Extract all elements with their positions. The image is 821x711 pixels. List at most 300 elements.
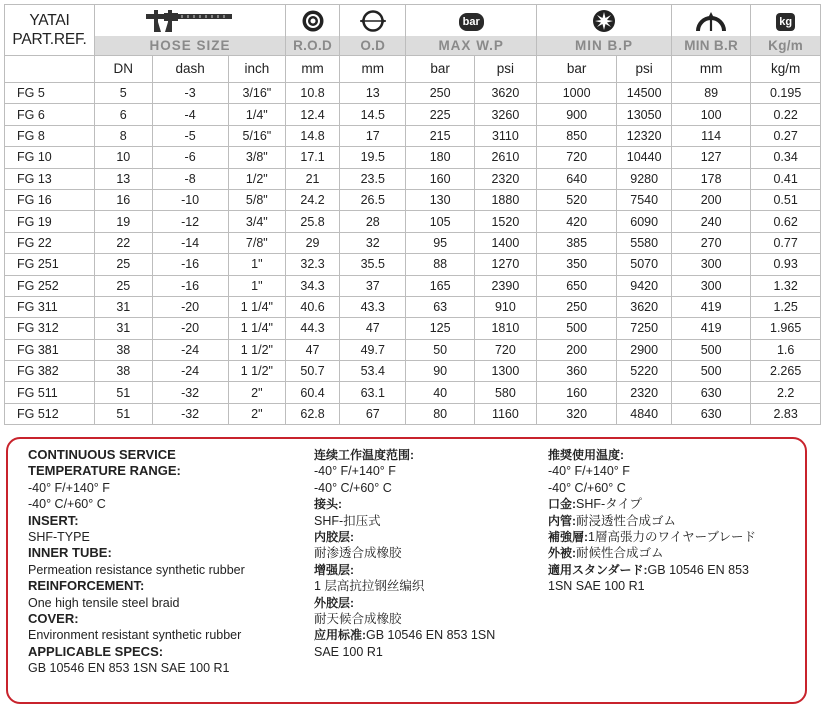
table-cell: -3 [152, 83, 228, 104]
table-cell: 300 [672, 275, 751, 296]
table-cell: 43.3 [340, 296, 406, 317]
part-ref-header [5, 5, 95, 56]
part-ref-cell: FG 19 [5, 211, 95, 232]
table-cell: 5580 [617, 232, 672, 253]
table-cell: 13050 [617, 104, 672, 125]
spec-line [28, 496, 308, 512]
spec-label: REINFORCEMENT: [28, 578, 145, 594]
spec-line [314, 611, 539, 627]
table-cell: 1/4" [228, 104, 285, 125]
spec-label: INSERT: [28, 512, 79, 528]
table-cell: 32 [340, 232, 406, 253]
part-ref-cell: FG 512 [5, 403, 95, 424]
table-cell: 4840 [617, 403, 672, 424]
unit-cell: DN [94, 56, 152, 83]
table-cell: 1.32 [751, 275, 821, 296]
table-cell: 34.3 [286, 275, 340, 296]
table-cell: 640 [536, 168, 616, 189]
table-cell: 25 [94, 254, 152, 275]
table-cell: 500 [672, 361, 751, 382]
table-cell: 23.5 [340, 168, 406, 189]
table-cell: 12320 [617, 125, 672, 146]
spec-label: 外胶层: [314, 595, 354, 610]
table-row [5, 147, 821, 168]
table-cell: 2.83 [751, 403, 821, 424]
table-cell: 89 [672, 83, 751, 104]
part-ref-line2: PART.REF. [12, 31, 87, 48]
table-cell: 60.4 [286, 382, 340, 403]
table-row [5, 382, 821, 403]
table-cell: 180 [406, 147, 474, 168]
spec-line [314, 595, 539, 611]
table-cell: 1" [228, 275, 285, 296]
min-br-header: MIN B.R [672, 36, 751, 56]
max-wp-icon-cell [406, 5, 537, 37]
table-cell: 160 [406, 168, 474, 189]
spec-line [28, 513, 308, 529]
spec-line [548, 578, 803, 594]
burst-icon [592, 9, 616, 33]
part-ref-cell: FG 13 [5, 168, 95, 189]
table-cell: 6 [94, 104, 152, 125]
table-row [5, 254, 821, 275]
table-cell: -20 [152, 318, 228, 339]
table-cell: 900 [536, 104, 616, 125]
spec-line [28, 480, 308, 496]
specs-english [28, 447, 308, 677]
spec-value: -40° F/+140° F [548, 464, 630, 479]
min-br-icon-cell [672, 5, 751, 37]
table-cell: 419 [672, 318, 751, 339]
part-ref-cell: FG 8 [5, 125, 95, 146]
specs-japanese [548, 447, 803, 595]
spec-label: 内胶层: [314, 530, 354, 545]
rod-header: R.O.D [286, 36, 340, 56]
spec-label: 口金: [548, 497, 576, 512]
part-ref-cell: FG 312 [5, 318, 95, 339]
table-cell: 0.22 [751, 104, 821, 125]
part-ref-cell: FG 252 [5, 275, 95, 296]
table-cell: 88 [406, 254, 474, 275]
table-cell: 80 [406, 403, 474, 424]
table-cell: 0.27 [751, 125, 821, 146]
table-cell: 3620 [474, 83, 536, 104]
table-cell: 29 [286, 232, 340, 253]
spec-value: -40° C/+60° C [314, 480, 392, 495]
table-cell: 2.265 [751, 361, 821, 382]
part-ref-cell: FG 22 [5, 232, 95, 253]
spec-line [28, 529, 308, 545]
spec-line [314, 496, 539, 512]
table-cell: 0.195 [751, 83, 821, 104]
bar-icon: bar [459, 13, 484, 31]
spec-value: SAE 100 R1 [314, 644, 383, 659]
table-cell: 350 [536, 254, 616, 275]
table-cell: 0.41 [751, 168, 821, 189]
spec-value: One high tensile steel braid [28, 595, 180, 610]
table-cell: 250 [406, 83, 474, 104]
spec-line [548, 562, 803, 578]
table-cell: 127 [672, 147, 751, 168]
spec-label: 推奨使用温度: [548, 448, 624, 462]
spec-value: 1層高張力のワイヤーブレード [588, 530, 756, 545]
spec-line [314, 529, 539, 545]
table-cell: 5/16" [228, 125, 285, 146]
table-cell: 910 [474, 296, 536, 317]
table-cell: 44.3 [286, 318, 340, 339]
caliper-icon [144, 8, 236, 34]
table-cell: 720 [474, 339, 536, 360]
table-body [5, 83, 821, 425]
table-cell: -5 [152, 125, 228, 146]
spec-value: SHF-タイプ [576, 497, 643, 512]
spec-value: Permeation resistance synthetic rubber [28, 562, 245, 577]
spec-line [548, 529, 803, 545]
spec-line [28, 463, 308, 479]
table-cell: 6090 [617, 211, 672, 232]
table-cell: 500 [672, 339, 751, 360]
table-cell: 1.6 [751, 339, 821, 360]
spec-line [28, 595, 308, 611]
table-cell: 24.2 [286, 189, 340, 210]
table-cell: 14.5 [340, 104, 406, 125]
spec-value: -40° C/+60° C [28, 497, 106, 512]
table-row [5, 189, 821, 210]
spec-line [28, 545, 308, 561]
table-cell: 3260 [474, 104, 536, 125]
spec-label: CONTINUOUS SERVICE [28, 447, 176, 462]
table-cell: 215 [406, 125, 474, 146]
table-row [5, 232, 821, 253]
table-cell: 1 1/2" [228, 339, 285, 360]
table-cell: 630 [672, 403, 751, 424]
table-cell: 35.5 [340, 254, 406, 275]
unit-cell: kg/m [751, 56, 821, 83]
table-cell: 51 [94, 382, 152, 403]
rod-icon-cell [286, 5, 340, 37]
table-cell: 10 [94, 147, 152, 168]
table-cell: 25.8 [286, 211, 340, 232]
table-cell: -14 [152, 232, 228, 253]
table-cell: 5220 [617, 361, 672, 382]
od-icon-cell [340, 5, 406, 37]
table-cell: 1 1/4" [228, 318, 285, 339]
table-cell: 13 [340, 83, 406, 104]
spec-value: GB 10546 EN 853 1SN SAE 100 R1 [28, 661, 230, 676]
table-cell: 10.8 [286, 83, 340, 104]
table-cell: 53.4 [340, 361, 406, 382]
table-cell: 720 [536, 147, 616, 168]
table-cell: 1400 [474, 232, 536, 253]
table-cell: 10440 [617, 147, 672, 168]
unit-cell: bar [536, 56, 616, 83]
unit-cell: mm [672, 56, 751, 83]
table-cell: 385 [536, 232, 616, 253]
table-cell: 62.8 [286, 403, 340, 424]
outer-diameter-icon [359, 9, 387, 33]
table-row [5, 168, 821, 189]
table-cell: 1810 [474, 318, 536, 339]
table-cell: 100 [672, 104, 751, 125]
spec-value: -40° F/+140° F [28, 480, 110, 495]
table-cell: 200 [672, 189, 751, 210]
spec-value: 耐渗透合成橡胶 [314, 546, 402, 561]
table-cell: 21 [286, 168, 340, 189]
spec-line [28, 447, 308, 463]
table-cell: 2.2 [751, 382, 821, 403]
spec-line [314, 545, 539, 561]
table-cell: 1520 [474, 211, 536, 232]
min-bp-icon-cell [536, 5, 671, 37]
table-row [5, 318, 821, 339]
unit-cell: psi [617, 56, 672, 83]
part-ref-cell: FG 16 [5, 189, 95, 210]
table-cell: -6 [152, 147, 228, 168]
unit-cell: psi [474, 56, 536, 83]
table-cell: 270 [672, 232, 751, 253]
table-cell: 5 [94, 83, 152, 104]
table-cell: 90 [406, 361, 474, 382]
kgm-header: Kg/m [751, 36, 821, 56]
bend-gauge-icon [696, 9, 726, 33]
table-cell: 38 [94, 339, 152, 360]
table-cell: 1000 [536, 83, 616, 104]
spec-value: 耐候性合成ゴム [576, 546, 664, 561]
units-blank-cell [5, 56, 95, 83]
spec-line [548, 463, 803, 479]
specs-panel [6, 437, 807, 704]
table-cell: 8 [94, 125, 152, 146]
table-cell: 1" [228, 254, 285, 275]
table-cell: 2900 [617, 339, 672, 360]
unit-cell: mm [340, 56, 406, 83]
table-cell: 31 [94, 296, 152, 317]
max-wp-header: MAX W.P [406, 36, 537, 56]
table-row [5, 339, 821, 360]
table-cell: 16 [94, 189, 152, 210]
table-cell: 22 [94, 232, 152, 253]
table-cell: 250 [536, 296, 616, 317]
table-cell: 50.7 [286, 361, 340, 382]
table-cell: 1 1/2" [228, 361, 285, 382]
table-cell: -16 [152, 275, 228, 296]
table-cell: 26.5 [340, 189, 406, 210]
table-cell: 9280 [617, 168, 672, 189]
table-cell: 650 [536, 275, 616, 296]
hose-size-header: HOSE SIZE [94, 36, 285, 56]
table-cell: -8 [152, 168, 228, 189]
table-cell: 320 [536, 403, 616, 424]
table-cell: 28 [340, 211, 406, 232]
table-cell: 500 [536, 318, 616, 339]
table-cell: 1.965 [751, 318, 821, 339]
table-cell: 850 [536, 125, 616, 146]
spec-line [28, 660, 308, 676]
kgm-icon-cell [751, 5, 821, 37]
spec-value: -40° C/+60° C [548, 480, 626, 495]
spec-line [548, 513, 803, 529]
table-cell: 2320 [474, 168, 536, 189]
table-cell: -12 [152, 211, 228, 232]
spec-line [28, 562, 308, 578]
table-cell: 130 [406, 189, 474, 210]
table-cell: 40 [406, 382, 474, 403]
table-cell: 420 [536, 211, 616, 232]
table-cell: -4 [152, 104, 228, 125]
spec-value: GB 10546 EN 853 1SN [366, 628, 496, 643]
table-cell: 1/2" [228, 168, 285, 189]
unit-cell: bar [406, 56, 474, 83]
spec-line [314, 447, 539, 463]
hose-spec-table [4, 4, 821, 425]
part-ref-cell: FG 5 [5, 83, 95, 104]
table-cell: 419 [672, 296, 751, 317]
table-cell: 630 [672, 382, 751, 403]
table-cell: 38 [94, 361, 152, 382]
table-cell: 240 [672, 211, 751, 232]
min-bp-header: MIN B.P [536, 36, 671, 56]
spec-line [314, 644, 539, 660]
spec-label: APPLICABLE SPECS: [28, 643, 164, 659]
table-cell: 50 [406, 339, 474, 360]
table-cell: 37 [340, 275, 406, 296]
table-cell: 47 [286, 339, 340, 360]
table-cell: 1270 [474, 254, 536, 275]
table-cell: 3620 [617, 296, 672, 317]
table-cell: 95 [406, 232, 474, 253]
table-cell: 0.62 [751, 211, 821, 232]
tube-cross-section-icon [301, 9, 325, 33]
table-cell: 360 [536, 361, 616, 382]
spec-line [314, 513, 539, 529]
table-cell: 200 [536, 339, 616, 360]
unit-cell: inch [228, 56, 285, 83]
table-cell: -20 [152, 296, 228, 317]
spec-line [314, 562, 539, 578]
spec-label: 应用标准: [314, 628, 366, 643]
unit-cell: mm [286, 56, 340, 83]
table-cell: 49.7 [340, 339, 406, 360]
spec-value: 1 层高抗拉钢丝编织 [314, 579, 425, 594]
table-row [5, 125, 821, 146]
table-cell: 165 [406, 275, 474, 296]
spec-value: 1SN SAE 100 R1 [548, 579, 645, 594]
table-cell: 2610 [474, 147, 536, 168]
spec-label: 连续工作温度范围: [314, 448, 414, 462]
spec-value: Environment resistant synthetic rubber [28, 628, 242, 643]
table-cell: 0.51 [751, 189, 821, 210]
part-ref-cell: FG 251 [5, 254, 95, 275]
spec-label: INNER TUBE: [28, 545, 112, 561]
part-ref-line1: YATAI [29, 12, 70, 29]
table-cell: 3110 [474, 125, 536, 146]
kg-weight-icon: kg [776, 13, 795, 31]
specs-chinese [314, 447, 539, 660]
table-cell: -32 [152, 403, 228, 424]
table-cell: 5070 [617, 254, 672, 275]
icon-row [5, 5, 821, 37]
units-row [5, 56, 821, 83]
table-cell: 51 [94, 403, 152, 424]
table-cell: -10 [152, 189, 228, 210]
part-ref-cell: FG 381 [5, 339, 95, 360]
table-cell: 105 [406, 211, 474, 232]
part-ref-cell: FG 382 [5, 361, 95, 382]
table-cell: 2390 [474, 275, 536, 296]
spec-line [28, 611, 308, 627]
table-cell: 300 [672, 254, 751, 275]
spec-label: 接头: [314, 497, 342, 512]
spec-value: 耐浸透性合成ゴム [576, 513, 677, 528]
table-cell: 114 [672, 125, 751, 146]
table-cell: 2" [228, 382, 285, 403]
table-cell: 19 [94, 211, 152, 232]
table-cell: 14.8 [286, 125, 340, 146]
spec-label: 内管: [548, 513, 576, 528]
spec-label: TEMPERATURE RANGE: [28, 463, 181, 479]
spec-line [28, 627, 308, 643]
table-cell: 19.5 [340, 147, 406, 168]
table-cell: -32 [152, 382, 228, 403]
table-cell: 3/4" [228, 211, 285, 232]
table-cell: 12.4 [286, 104, 340, 125]
table-cell: 5/8" [228, 189, 285, 210]
spec-value: 耐天候合成橡胶 [314, 612, 402, 627]
table-cell: 67 [340, 403, 406, 424]
table-cell: 63 [406, 296, 474, 317]
table-cell: 0.93 [751, 254, 821, 275]
table-cell: 25 [94, 275, 152, 296]
table-cell: 14500 [617, 83, 672, 104]
table-cell: 3/8" [228, 147, 285, 168]
part-ref-cell: FG 511 [5, 382, 95, 403]
spec-line [314, 627, 539, 643]
spec-label: COVER: [28, 611, 79, 627]
spec-value: -40° F/+140° F [314, 464, 396, 479]
table-cell: 1300 [474, 361, 536, 382]
table-cell: 63.1 [340, 382, 406, 403]
table-cell: 17.1 [286, 147, 340, 168]
spec-value: GB 10546 EN 853 [647, 562, 749, 577]
table-cell: -24 [152, 339, 228, 360]
table-row [5, 403, 821, 424]
spec-value: SHF-扣压式 [314, 513, 381, 528]
table-cell: 2320 [617, 382, 672, 403]
header-row [5, 36, 821, 56]
unit-cell: dash [152, 56, 228, 83]
table-row [5, 275, 821, 296]
od-header: O.D [340, 36, 406, 56]
table-cell: 9420 [617, 275, 672, 296]
table-cell: 160 [536, 382, 616, 403]
spec-line [548, 496, 803, 512]
table-cell: 32.3 [286, 254, 340, 275]
table-cell: 125 [406, 318, 474, 339]
table-cell: -16 [152, 254, 228, 275]
spec-label: 補強層: [548, 530, 588, 545]
spec-line [548, 447, 803, 463]
part-ref-cell: FG 311 [5, 296, 95, 317]
spec-value: SHF-TYPE [28, 530, 90, 545]
caliper-icon-cell [94, 5, 285, 37]
table-cell: 13 [94, 168, 152, 189]
table-cell: 7/8" [228, 232, 285, 253]
table-row [5, 361, 821, 382]
spec-line [314, 578, 539, 594]
table-cell: 7540 [617, 189, 672, 210]
table-cell: -24 [152, 361, 228, 382]
table-row [5, 83, 821, 104]
